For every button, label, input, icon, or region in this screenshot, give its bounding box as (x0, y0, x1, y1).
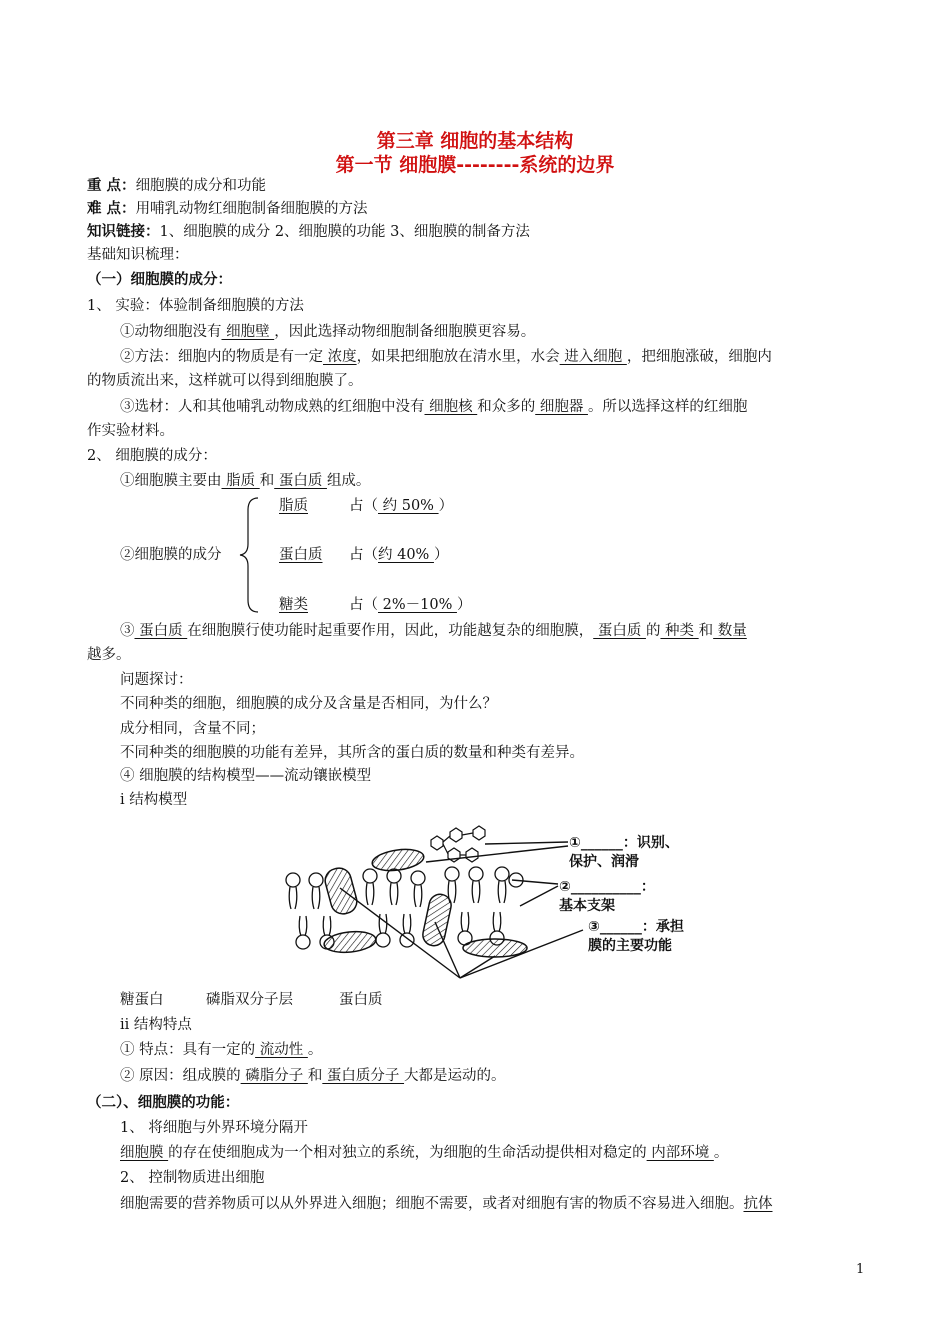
text: ③ (120, 623, 135, 639)
composition-label: ②细胞膜的成分 (120, 547, 222, 563)
link-label: 知识链接： (87, 223, 160, 240)
text: 在细胞膜行使功能时起重要作用，因此，功能越复杂的细胞膜， (187, 623, 594, 639)
answer-blank: 细胞膜 (120, 1145, 169, 1161)
text: 占（ (349, 547, 378, 563)
comp-row-protein (279, 545, 448, 565)
protein-icon (322, 846, 527, 957)
answer-blank: 约 50% (378, 498, 439, 514)
answer-blank: 数量 (713, 623, 747, 639)
para-method-cont: 的物质流出来，这样就可以得到细胞膜了。 (87, 373, 363, 389)
caption-glycoprotein: 糖蛋白 (120, 992, 164, 1008)
answer-blank: 磷脂分子 (240, 1068, 308, 1084)
key-text: 细胞膜的成分和功能 (135, 178, 267, 194)
function-2-text (120, 1194, 773, 1214)
answer-blank: 流动性 (255, 1042, 308, 1058)
answer-blank: 细胞器 (535, 399, 588, 415)
chapter-title: 第三章 细胞的基本结构 (376, 130, 574, 152)
text: ，把细胞涨破，细胞内 (626, 349, 772, 365)
para-material-cont: 作实验材料。 (87, 423, 174, 439)
answer-blank: 脂质 (279, 498, 308, 514)
para-protein-role (120, 621, 747, 641)
caption-protein: 蛋白质 (339, 992, 383, 1008)
label-protein (588, 918, 684, 956)
answer-blank: 蛋白质 (593, 623, 646, 639)
label-line: 膜的主要功能 (588, 938, 672, 954)
caption-bilayer: 磷脂双分子层 (206, 992, 293, 1008)
answer-blank: 进入细胞 (559, 349, 627, 365)
label-line: 保护、润滑 (569, 854, 639, 870)
answer-2: 不同种类的细胞膜的功能有差异，其所含的蛋白质的数量和种类有差异。 (120, 745, 584, 761)
key-label: 重 点： (87, 177, 136, 194)
text: 的 (645, 623, 661, 639)
comp-row-sugar (279, 595, 471, 615)
answer-blank: 内部环境 (646, 1145, 714, 1161)
text: ①动物细胞没有 (120, 324, 222, 340)
text: ② 原因：组成膜的 (120, 1068, 241, 1084)
text: ） (456, 597, 472, 613)
model-i-heading: i 结构模型 (120, 792, 188, 808)
label-bilayer (559, 878, 655, 916)
text: 和 (307, 1068, 323, 1084)
answer-blank: 脂质 (221, 473, 260, 489)
text: ，因此选择动物细胞制备细胞膜更容易。 (274, 324, 536, 340)
text: 。所以选择这样的红细胞 (587, 399, 748, 415)
label-sugar (569, 834, 679, 872)
text: ① 特点：具有一定的 (120, 1042, 256, 1058)
text: ②方法：细胞内的物质是有一定 (120, 349, 323, 365)
feature-1 (120, 1040, 322, 1060)
answer-blank: 2%－10% (378, 597, 457, 613)
para-composition (120, 471, 370, 491)
label-line: ③______：承担 (588, 919, 684, 935)
label-line: ②__________： (559, 879, 655, 895)
text: 和 (698, 623, 714, 639)
section1-heading: （一）细胞膜的成分： (87, 271, 232, 288)
question-heading: 问题探讨： (120, 672, 193, 688)
function-2: 2、 控制物质进出细胞 (120, 1170, 265, 1186)
answer-blank: 蛋白质 (274, 473, 327, 489)
answer-1: 成分相同，含量不同； (120, 721, 265, 737)
text: 。 (307, 1042, 323, 1058)
answer-blank: 种类 (660, 623, 699, 639)
para-method (120, 347, 772, 367)
link-text: 1、细胞膜的成分 2、细胞膜的功能 3、细胞膜的制备方法 (159, 224, 530, 240)
text: 。 (713, 1145, 729, 1161)
text: 和众多的 (477, 399, 536, 415)
model-ii-heading: ii 结构特点 (120, 1017, 192, 1033)
feature-2 (120, 1066, 506, 1086)
function-1-text (120, 1143, 728, 1163)
text: ） (433, 547, 449, 563)
composition-heading: 2、 细胞膜的成分： (87, 448, 217, 464)
experiment-heading: 1、 实验：体验制备细胞膜的方法 (87, 298, 304, 314)
answer-blank: 糖类 (279, 597, 308, 613)
answer-blank: 蛋白质分子 (322, 1068, 405, 1084)
answer-blank: 细胞核 (424, 399, 478, 415)
diff-label: 难 点： (87, 200, 136, 217)
para-cell-wall (120, 322, 535, 342)
text: ①细胞膜主要由 (120, 473, 222, 489)
key-points (87, 176, 266, 196)
difficult-points (87, 199, 368, 219)
text: 细胞需要的营养物质可以从外界进入细胞；细胞不需要，或者对细胞有害的物质不容易进入细胞。 (120, 1196, 744, 1212)
text: 的存在使细胞成为一个相对独立的系统，为细胞的生命活动提供相对稳定的 (168, 1145, 647, 1161)
text: 占（ (349, 498, 378, 514)
answer-blank: 蛋白质 (279, 547, 323, 563)
text: 占（ (349, 597, 378, 613)
label-line: 基本支架 (559, 898, 615, 914)
model-heading: ④ 细胞膜的结构模型——流动镶嵌模型 (120, 768, 372, 784)
brace-icon (238, 496, 262, 614)
text: ③选材：人和其他哺乳动物成熟的红细胞中没有 (120, 399, 425, 415)
text: 大都是运动的。 (404, 1068, 506, 1084)
page-number: 1 (856, 1262, 865, 1277)
answer-blank: 抗体 (743, 1196, 773, 1212)
basics-heading: 基础知识梳理： (87, 247, 189, 263)
comp-row-lipid (279, 496, 453, 516)
answer-blank: 细胞壁 (221, 324, 275, 340)
answer-blank: 约 40% (378, 547, 434, 563)
para-material (120, 397, 747, 417)
knowledge-link (87, 222, 530, 242)
diff-text: 用哺乳动物红细胞制备细胞膜的方法 (135, 201, 368, 217)
para-protein-role-cont: 越多。 (87, 647, 131, 663)
text: ） (438, 498, 454, 514)
section2-heading: （二）、细胞膜的功能： (87, 1094, 240, 1111)
text: 组成。 (326, 473, 371, 489)
question-text: 不同种类的细胞，细胞膜的成分及含量是否相同，为什么？ (120, 696, 497, 712)
label-line: ①______：识别、 (569, 835, 679, 851)
answer-blank: 蛋白质 (134, 623, 188, 639)
text: ，如果把细胞放在清水里，水会 (356, 349, 560, 365)
function-1: 1、 将细胞与外界环境分隔开 (120, 1120, 308, 1136)
text: 和 (259, 473, 275, 489)
answer-blank: 浓度 (323, 349, 357, 365)
section-title: 第一节 细胞膜--------系统的边界 (335, 154, 615, 176)
